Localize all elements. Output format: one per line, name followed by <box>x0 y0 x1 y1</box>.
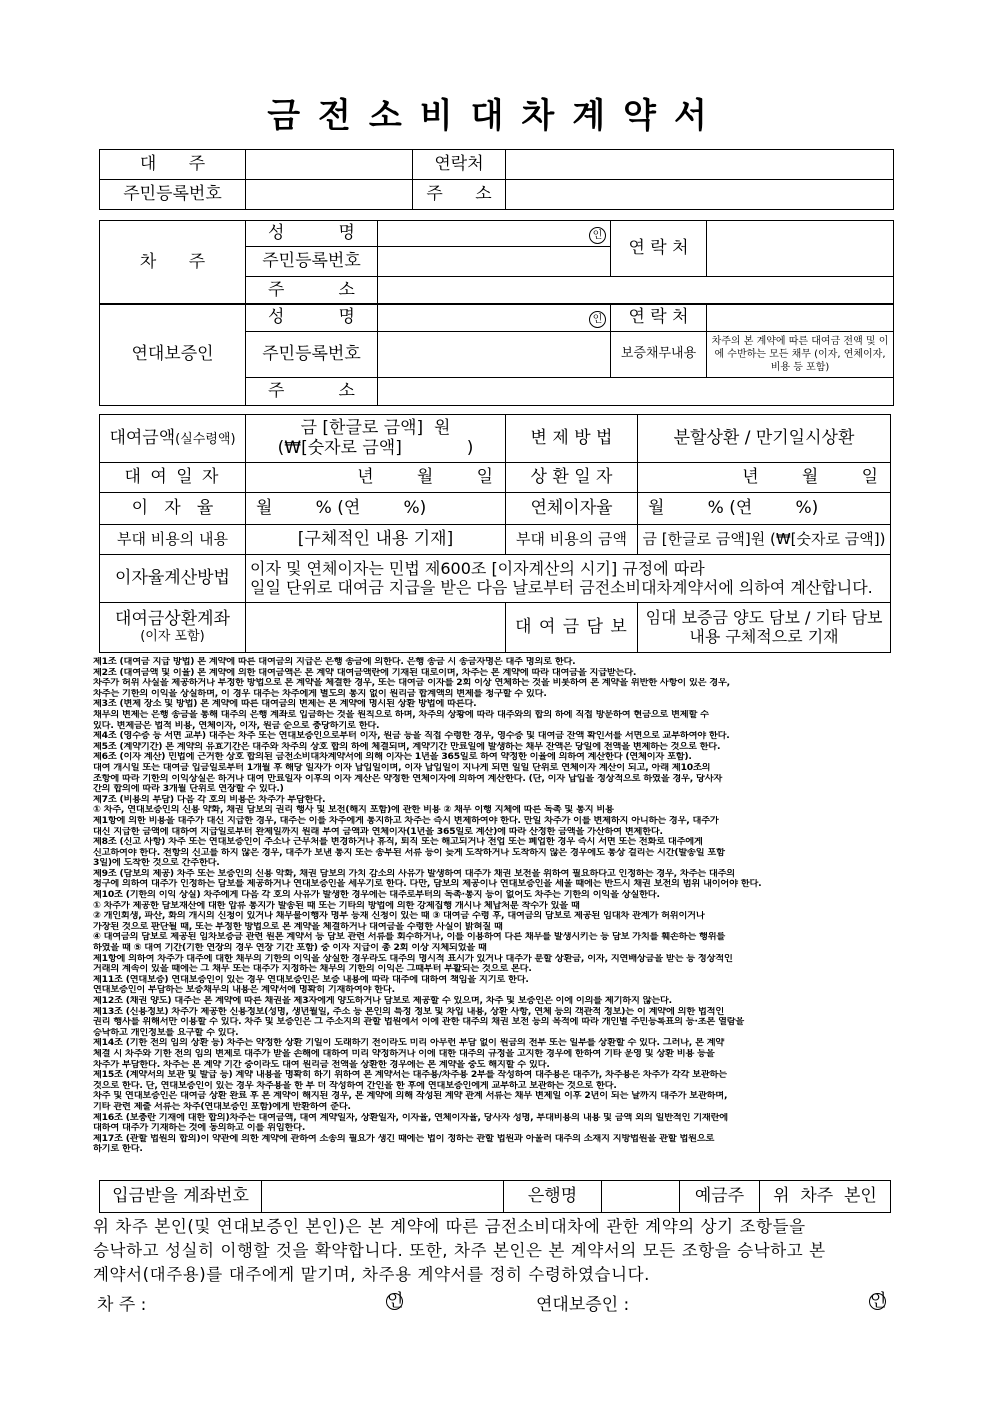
collateral-line2: 내용 구체적으로 기재 <box>689 626 839 646</box>
guarantor-contact-cell[interactable] <box>707 304 894 332</box>
borrower-rrn-cell[interactable] <box>378 247 611 277</box>
clause-line: 차주가 부담한다. 차주는 본 계약 기간 중이라도 대여 원리금 전액을 상환한 경우에는 본 계약을 중도 해지할 수 있다. <box>93 1059 550 1070</box>
deposit-bank-cell[interactable] <box>602 1181 680 1213</box>
guarantor-name-label: 성 명 <box>246 304 378 332</box>
clause-line: 하기로 한다. <box>93 1144 143 1155</box>
clause-line: 제14조 (기한 전의 임의 상환 등) 차주는 약정한 상환 기일이 도래하기 전이라도 미리 아무런 부담 없이 원금의 전부 또는 일부를 상환할 수 있다. 그러나, 본 계약 <box>93 1038 725 1049</box>
loan-amount-label <box>100 415 246 463</box>
clause-line: 하였을 때 ⑤ 대여 기간(기한 연장의 경우 연장 기간 포함) 중 이자 지급이 총 2회 이상 지체되었을 때 <box>93 943 487 954</box>
guarantor-signature-label: 연대보증인 : <box>536 1295 630 1315</box>
confirmation-line: 위 차주 본인(및 연대보증인 본인)은 본 계약에 따른 금전소비대차에 관한 계약의 상기 조항들을 <box>93 1217 806 1236</box>
clause-line: 제11조 (연대보증) 연대보증인이 있는 경우 연대보증인은 보증 내용에 따라 대주에 대하여 책임을 지기로 한다. <box>93 974 529 985</box>
borrower-rrn-label: 주민등록번호 <box>246 247 378 277</box>
clause-line: 대여 개시일 또는 대여금 입금일로부터 1개월 후 해당 일자가 이자 납입일이며, 이자 납입일이 지나게 되면 일일 단위로 연체이자 계산이 되고, 아래 제10조의 <box>93 762 711 773</box>
confirmation-line: 계약서(대주용)를 대주에게 맡기며, 차주용 계약서를 정히 수령하였습니다. <box>93 1265 651 1284</box>
clause-line: 간의 합의에 따라 3개월 단위로 연장할 수 있다.) <box>93 784 284 795</box>
borrower-address-label: 주 소 <box>246 277 378 305</box>
repay-account-cell[interactable] <box>246 603 506 653</box>
clause-line: 제13조 (신용정보) 차주가 제공한 신용정보(성명, 생년월일, 주소 등 본인의 특정 정보 및 차입 내용, 상환 사항, 연체 등의 객관적 정보)는 이 계약에 의한 법적인 <box>93 1006 725 1017</box>
guarantor-rrn-label: 주민등록번호 <box>246 332 378 378</box>
lender-contact-cell[interactable] <box>506 150 894 180</box>
clause-line: ① 차주, 연대보증인의 신용 약화, 채권 담보의 권리 행사 및 보전(해지 포함)에 관한 비용 ② 채무 이행 지체에 따른 독촉 및 통지 비용 <box>93 805 614 816</box>
guarantor-guarantee-text: 차주의 본 계약에 따른 대여금 전액 및 이에 수반하는 모든 채무 (이자, 연체이자, 비용 등 포함) <box>707 332 894 378</box>
repay-account-label-sub: (이자 포함) <box>140 628 205 644</box>
clause-line: 승낙하고 개인정보를 요구할 수 있다. <box>93 1027 239 1038</box>
clause-line: 제15조 (계약서의 보관 및 발급 등) 계약 내용을 명확히 하기 위하여 본 계약서는 대주용/차주용 2부를 작성하여 대주용은 대주가, 차주용은 차주가 각각 보관하는 <box>93 1070 727 1081</box>
clause-line: 제6조 (이자 계산) 민법에 근거한 상호 합의된 금전소비대차계약서에 의해 이자는 1년을 365일로 하여 약정한 이율에 의하여 계산한다 (연체이자 포함). <box>93 752 692 763</box>
borrower-contact-cell[interactable] <box>707 221 894 277</box>
deposit-table <box>99 1180 891 1213</box>
guarantor-address-label: 주 소 <box>246 378 378 406</box>
collateral-label: 대 여 금 담 보 <box>506 603 638 653</box>
lender-contact-label: 연락처 <box>413 150 506 180</box>
clause-line: 체결 시 차주와 기한 전의 임의 변제로 대주가 받을 손해에 대하여 미리 약정하거나 이에 대한 대주의 규정을 고지한 경우에 한하여 기타 운영 및 상환 비용 등을 <box>93 1048 715 1059</box>
clause-line: ④ 대여금의 담보로 제공된 임차보증금 관련 원본 계약서 등 담보 관련 서류를 회수하거나, 이를 이용하여 다른 채무를 발생시키는 등 담보 가치를 훼손하는 행위를 <box>93 932 726 943</box>
clause-line: 제2조 (대여금액 및 이율) 본 계약에 의한 대여금액은 본 계약 대여금액란에 기재된 대로이며, 차주는 본 계약에 따라 대여금을 지급받는다. <box>93 667 637 678</box>
lender-rrn-label: 주민등록번호 <box>100 180 246 210</box>
clause-line: 제4조 (영수증 등 서면 교부) 대주는 차주 또는 연대보증인으로부터 이자, 원금 등을 직접 수령한 경우, 영수증 및 대여금 잔액 확인서를 서면으로 교부하여야 한다. <box>93 731 730 742</box>
repay-account-label <box>100 603 246 653</box>
loan-date-value[interactable]: 년 월 일 <box>246 463 506 493</box>
guarantor-label: 연대보증인 <box>100 304 246 406</box>
clause-line: 차주 및 연대보증인은 대여금 상환 완료 후 본 계약이 해지된 경우, 본 계약에 의해 작성된 계약 관계 서류는 채무 변제일 이후 2년이 되는 날까지 대주가 보관하며, <box>93 1091 728 1102</box>
borrower-signature-label: 차 주 : <box>97 1295 147 1315</box>
clause-line: 제3조 (변제 장소 및 방법) 본 계약에 따른 대여금의 변제는 본 계약에 명시된 상환 방법에 따른다. <box>93 699 477 710</box>
guarantor-signature-seal-icon[interactable]: 인 <box>870 1291 887 1311</box>
repay-method-value[interactable]: 분할상환 / 만기일시상환 <box>638 415 891 463</box>
confirmation-line: 승낙하고 성실히 이행할 것을 확약합니다. 또한, 차주 본인은 본 계약서의 모든 조항을 승낙하고 본 <box>93 1241 826 1260</box>
deposit-account-label: 입금받을 계좌번호 <box>100 1181 262 1213</box>
clause-line: 제12조 (채권 양도) 대주는 본 계약에 따른 채권을 제3자에게 양도하거나 담보로 제공할 수 있으며, 차주 및 보증인은 이에 이의를 제기하지 않는다. <box>93 996 672 1006</box>
clause-line: 3일)에 도착한 것으로 간주한다. <box>93 858 220 869</box>
borrower-address-cell[interactable] <box>378 277 894 305</box>
calc-method-line1: 이자 및 연체이자는 민법 제600조 [이자계산의 시기] 규정에 따라 <box>250 559 705 579</box>
clause-line: 연대보증인이 부담하는 보증채무의 내용은 계약서에 명확히 기재하여야 한다. <box>93 985 395 996</box>
loan-terms-table <box>99 414 891 653</box>
rate-value[interactable]: 월 % (연 %) <box>246 493 506 525</box>
clauses-section <box>93 657 899 1155</box>
late-rate-label: 연체이자율 <box>506 493 638 525</box>
lender-name-cell[interactable] <box>246 150 413 180</box>
lender-rrn-cell[interactable] <box>246 180 413 210</box>
guarantor-guarantee-label: 보증채무내용 <box>611 332 707 378</box>
clause-line: 제8조 (신고 사항) 차주 또는 연대보증인이 주소나 근무처를 변경하거나 휴직, 퇴직 또는 해고되거나 전업 또는 폐업한 경우 즉시 서면 또는 전화로 대주에게 <box>93 837 703 848</box>
clause-line: 대하여 대주가 기재하는 것에 동의하고 이를 위임한다. <box>93 1123 306 1134</box>
clause-line: 신고하여야 한다. 전항의 신고를 하지 않은 경우, 대주가 보낸 통지 또는 송부된 서류 등이 늦게 도착하거나 도착하지 않은 경우에도 통상 걸리는 시간(발송일 포함 <box>93 847 725 858</box>
lender-address-cell[interactable] <box>506 180 894 210</box>
late-rate-value[interactable]: 월 % (연 %) <box>638 493 891 525</box>
confirmation-text <box>93 1215 899 1287</box>
deposit-holder-value: 위 차주 본인 <box>760 1181 891 1213</box>
clause-line: ① 차주가 제공한 담보재산에 대한 압류 통지가 발송된 때 또는 기타의 방법에 의한 강제집행 개시나 체납처분 착수가 있을 때 <box>93 900 580 911</box>
clause-line: 거래의 계속이 있을 때에는 그 채무 또는 대주가 지정하는 채무의 기한의 이익은 그때부터 부활되는 것으로 본다. <box>93 964 532 975</box>
borrower-seal-icon: 인 <box>589 227 606 244</box>
calc-method-text <box>246 555 891 603</box>
collateral-line1: 임대 보증금 양도 담보 / 기타 담보 <box>645 608 883 628</box>
clause-line: 있다. 변제금은 법적 비용, 연체이자, 이자, 원금 순으로 충당하기로 한다. <box>93 720 380 731</box>
borrower-contact-label: 연 락 처 <box>611 221 707 277</box>
loan-date-label: 대 여 일 자 <box>100 463 246 493</box>
fee-amount-value[interactable]: 금 [한글로 금액]원 (₩[숫자로 금액]) <box>638 525 891 555</box>
fee-amount-label: 부대 비용의 금액 <box>506 525 638 555</box>
guarantor-seal-icon: 인 <box>589 311 606 328</box>
lender-label: 대 주 <box>100 150 246 180</box>
fee-label: 부대 비용의 내용 <box>100 525 246 555</box>
clause-line: ② 개인회생, 파산, 화의 개시의 신청이 있거나 채무불이행자 명부 등재 신청이 있는 때 ③ 대여금 수령 후, 대여금의 담보로 제공된 임대차 관계가 허위이거나 <box>93 911 705 922</box>
clause-line: 제7조 (비용의 부담) 다음 각 호의 비용은 차주가 부담한다. <box>93 794 326 805</box>
borrower-label: 차 주 <box>100 221 246 305</box>
guarantor-name-cell[interactable] <box>378 304 611 332</box>
clause-line: 차주는 기한의 이익을 상실하며, 이 경우 대주는 차주에게 별도의 통지 없이 원리금 합계액의 변제를 청구할 수 있다. <box>93 688 547 699</box>
collateral-value[interactable] <box>638 603 891 653</box>
clause-line: 제10조 (기한의 이익 상실) 차주에게 다음 각 호의 사유가 발생한 경우에는 대주로부터의 독촉·통지 등이 없어도 차주는 기한의 이익을 상실한다. <box>93 890 660 901</box>
loan-amount-line1: 금 [한글로 금액] 원 <box>300 417 451 438</box>
clause-line: 제5조 (계약기간) 본 계약의 유효기간은 대주와 차주의 상호 합의 하에 체결되며, 계약기간 만료일에 발생하는 채무 잔액은 당일에 전액을 변제하는 것으로 한다. <box>93 741 721 752</box>
borrower-signature-seal-icon[interactable]: 인 <box>387 1291 404 1311</box>
deposit-bank-label: 은행명 <box>504 1181 602 1213</box>
loan-amount-cell[interactable] <box>246 415 506 463</box>
clause-line: 대신 지급한 금액에 대하여 지급일로부터 완제일까지 원래 부여 금액과 연체이자(1년을 365일로 계산)에 따라 산정한 금액을 가산하여 변제한다. <box>93 826 663 837</box>
calc-method-label: 이자율계산방법 <box>100 555 246 603</box>
clause-line: 제17조 (관할 법원의 합의)이 약관에 의한 계약에 관하여 소송의 필요가 생긴 때에는 법이 정하는 관할 법원과 아울러 대주의 소재지 지방법원을 관할 법원으로 <box>93 1133 715 1144</box>
repay-date-label: 상 환 일 자 <box>506 463 638 493</box>
repay-account-label-main: 대여금상환계좌 <box>115 609 230 630</box>
repay-method-label: 변 제 방 법 <box>506 415 638 463</box>
borrower-name-cell[interactable] <box>378 221 611 247</box>
clause-line: 제9조 (담보의 제공) 차주 또는 보증인의 신용 악화, 채권 담보의 가치 감소의 사유가 발생하여 대주가 채권 보전을 위하여 필요하다고 인정하는 경우, 차주는 대주의 <box>93 868 735 879</box>
deposit-account-cell[interactable] <box>262 1181 504 1213</box>
clause-line: 제1항에 의하여 차주가 대주에 대한 채무의 기한의 이익을 상실한 경우라도 대주의 명시적 표시가 있거나 대주가 분할 상환금, 이자, 지연배상금을 받는 등 정상적인 <box>93 953 733 964</box>
clause-line: 제16조 (보충란 기재에 대한 합의)차주는 대여금액, 대여 계약일자, 상환일자, 이자율, 연체이자율, 당사자 성명, 부대비용의 내용 및 금액 외의 일반적인 기재란에 <box>93 1112 728 1123</box>
clause-line: 가장된 것으로 판단될 때, 또는 부정한 방법으로 본 계약을 체결하거나 대여금을 수령한 사실이 밝혀질 때 <box>93 921 503 932</box>
deposit-holder-label: 예금주 <box>680 1181 760 1213</box>
lender-table <box>99 149 894 210</box>
clause-line: 조항에 따라 기한의 이익상실은 하거나 대여 만료일자 이후의 이자 계산은 약정한 연체이자에 의하여 계산한다. (단, 이자 납입을 정상적으로 하였을 경우, 당사자 <box>93 773 723 784</box>
lender-address-label: 주 소 <box>413 180 506 210</box>
clause-line: 청구에 의하여 대주가 인정하는 담보를 제공하거나 연대보증인을 세우기로 한다. 다만, 담보의 제공이나 연대보증인을 세울 때에는 반드시 채권 보전의 범위 내이어야 한다. <box>93 879 762 890</box>
guarantor-contact-label: 연 락 처 <box>611 304 707 332</box>
guarantor-address-cell[interactable] <box>378 378 894 406</box>
clause-line: 채무의 변제는 은행 송금을 통해 대주의 은행 계좌로 입금하는 것을 원칙으로 하며, 차주의 상황에 따라 대주와의 합의 하에 직접 방문하여 현금으로 변제할 수 <box>93 709 709 720</box>
fee-value[interactable]: [구체적인 내용 기재] <box>246 525 506 555</box>
clause-line: 제1항에 의한 비용을 대주가 대신 지급한 경우, 대주는 이를 차주에게 통지하고 차주는 즉시 변제하여야 한다. 만일 차주가 이를 변제하지 아니하는 경우, 대주가 <box>93 815 719 826</box>
rate-label: 이 자 율 <box>100 493 246 525</box>
clause-line: 기타 관련 제출 서류는 차주(연대보증인 포함)에게 반환하여 준다. <box>93 1101 351 1112</box>
loan-amount-label-main: 대여금액 <box>109 427 176 448</box>
loan-amount-label-sub: (실수령액) <box>175 431 236 447</box>
borrower-table <box>99 220 894 305</box>
document-title: 금전소비대차계약서 <box>267 96 725 136</box>
clause-line: 것으로 한다. 단, 연대보증인이 있는 경우 차주용을 한 부 더 작성하여 간인을 한 후에 연대보증인에게 교부하고 보관하는 것으로 한다. <box>93 1080 617 1091</box>
borrower-name-label: 성 명 <box>246 221 378 247</box>
clause-line: 권리 행사를 위해서만 이용할 수 있다. 차주 및 보증인은 그 주소지의 관할 법원에서 이에 관한 대주의 채권 보전 등의 목적에 따라 개인별 주민등록표의 등·초본 열람을 <box>93 1017 745 1028</box>
repay-date-value[interactable]: 년 월 일 <box>638 463 891 493</box>
loan-amount-line2: (₩[숫자로 금액] ) <box>277 437 474 458</box>
calc-method-line2: 일일 단위로 대여금 지급을 받은 다음 날로부터 금전소비대차계약서에 의하여 계산합니다. <box>250 577 873 597</box>
guarantor-rrn-cell[interactable] <box>378 332 611 378</box>
clause-line: 제1조 (대여금 지급 방법) 본 계약에 따른 대여금의 지급은 은행 송금에 의한다. 은행 송금 시 송금자명은 대주 명의로 한다. <box>93 657 576 667</box>
clause-line: 차주가 허위 사실을 제공하거나 부정한 방법으로 본 계약을 체결한 경우, 또는 대여금 이자를 2회 이상 연체하는 것을 비롯하여 본 계약을 위반한 사항이 있은 경우, <box>93 678 730 689</box>
guarantor-table <box>99 303 894 406</box>
